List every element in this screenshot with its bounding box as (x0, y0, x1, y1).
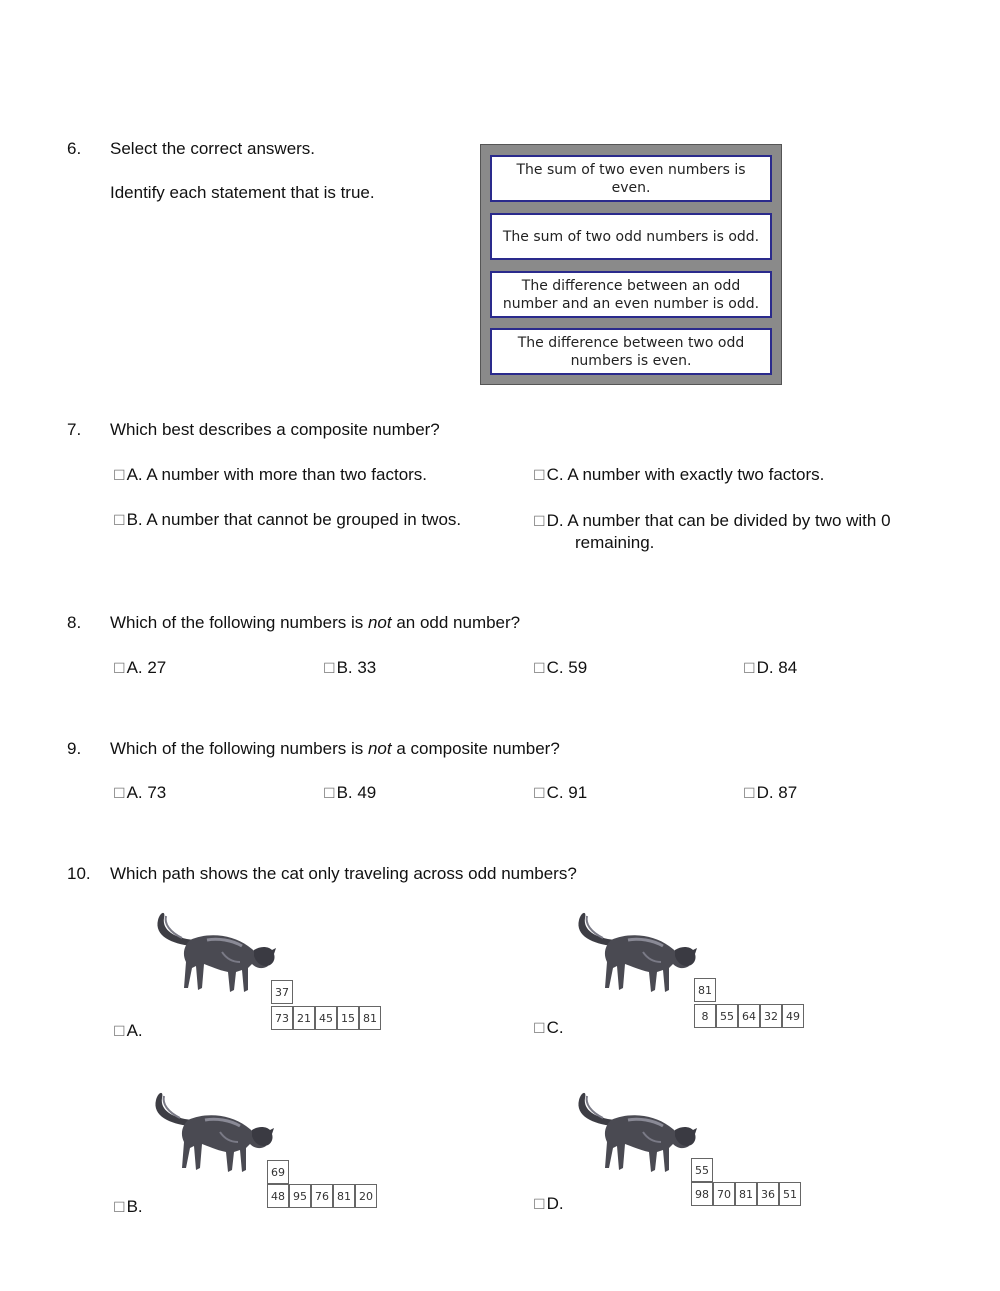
q8-option-c-label: C. 59 (546, 658, 588, 677)
question-6-number: 6. (67, 139, 82, 158)
path-c-top-cell: 81 (694, 978, 716, 1002)
question-9-number: 9. (67, 739, 82, 758)
q8-option-a[interactable] (113, 658, 166, 678)
q9-prompt-emphasis: not (367, 739, 392, 758)
question-7-prompt: Which best describes a composite number? (110, 420, 440, 439)
q9-option-a-label: A. 73 (126, 783, 167, 802)
q9-option-b[interactable] (323, 783, 376, 803)
q7-option-d-label: D. A number that can be divided by two with 0 remaining. (546, 511, 891, 552)
path-d-cell: 36 (757, 1182, 779, 1206)
q10-option-a[interactable] (113, 1021, 143, 1041)
checkbox-icon[interactable]: ☐ (323, 785, 336, 801)
checkbox-icon[interactable]: ☐ (113, 467, 126, 483)
q8-option-d[interactable] (743, 658, 797, 678)
path-a-cell: 81 (359, 1006, 381, 1030)
path-b-cell: 81 (333, 1184, 355, 1208)
q7-option-c[interactable] (533, 465, 824, 485)
path-c-cell: 8 (694, 1004, 716, 1028)
checkbox-icon[interactable]: ☐ (743, 785, 756, 801)
q9-prompt-after: a composite number? (391, 739, 560, 758)
q9-option-b-label: B. 49 (336, 783, 377, 802)
path-a-cell: 45 (315, 1006, 337, 1030)
path-d-cell: 98 (691, 1182, 713, 1206)
statement-card-3[interactable]: The difference between an odd number and an even number is odd. (490, 271, 772, 318)
checkbox-icon[interactable]: ☐ (533, 1196, 546, 1212)
q8-prompt-after: an odd number? (391, 613, 521, 632)
path-b-top-cell: 69 (267, 1160, 289, 1184)
q10-option-b[interactable] (113, 1197, 143, 1217)
q7-option-c-label: C. A number with exactly two factors. (546, 465, 825, 484)
q10-option-c[interactable] (533, 1018, 564, 1038)
checkbox-icon[interactable]: ☐ (113, 1023, 126, 1039)
path-d-cell: 81 (735, 1182, 757, 1206)
q10-option-d-label: D. (546, 1194, 564, 1213)
path-b-cell: 48 (267, 1184, 289, 1208)
path-c-cell: 32 (760, 1004, 782, 1028)
q8-prompt-emphasis: not (367, 613, 392, 632)
q8-option-b[interactable] (323, 658, 376, 678)
path-a-cell: 15 (337, 1006, 359, 1030)
q7-option-b-label: B. A number that cannot be grouped in twos. (126, 510, 462, 529)
q7-option-a-label: A. A number with more than two factors. (126, 465, 428, 484)
statement-card-2[interactable]: The sum of two odd numbers is odd. (490, 213, 772, 260)
path-c-cell: 55 (716, 1004, 738, 1028)
question-10-number: 10. (67, 864, 91, 883)
q9-option-c-label: C. 91 (546, 783, 588, 802)
path-b-cell: 95 (289, 1184, 311, 1208)
question-7-number: 7. (67, 420, 82, 439)
q10-option-b-label: B. (126, 1197, 143, 1216)
question-10-prompt: Which path shows the cat only traveling across odd numbers? (110, 864, 577, 883)
checkbox-icon[interactable]: ☐ (533, 785, 546, 801)
question-6-prompt: Select the correct answers. (110, 139, 316, 158)
q9-option-d-label: D. 87 (756, 783, 798, 802)
q9-option-a[interactable] (113, 783, 166, 803)
statement-panel (480, 144, 782, 385)
q8-option-b-label: B. 33 (336, 658, 377, 677)
cat-image-b (150, 1086, 275, 1178)
cat-image-d (573, 1086, 698, 1178)
q8-option-a-label: A. 27 (126, 658, 167, 677)
path-d-cell: 70 (713, 1182, 735, 1206)
q7-option-d[interactable] (533, 510, 933, 554)
q7-option-b[interactable] (113, 510, 461, 530)
question-8-number: 8. (67, 613, 82, 632)
question-9-prompt (110, 739, 560, 759)
q10-option-c-label: C. (546, 1018, 564, 1037)
checkbox-icon[interactable]: ☐ (113, 512, 126, 528)
checkbox-icon[interactable]: ☐ (743, 660, 756, 676)
path-b-cell: 76 (311, 1184, 333, 1208)
checkbox-icon[interactable]: ☐ (533, 513, 546, 529)
q7-option-a[interactable] (113, 465, 427, 485)
statement-card-1[interactable]: The sum of two even numbers is even. (490, 155, 772, 202)
path-a-cell: 21 (293, 1006, 315, 1030)
checkbox-icon[interactable]: ☐ (533, 467, 546, 483)
q9-prompt-before: Which of the following numbers is (110, 739, 368, 758)
q9-option-d[interactable] (743, 783, 797, 803)
checkbox-icon[interactable]: ☐ (533, 660, 546, 676)
q8-option-d-label: D. 84 (756, 658, 798, 677)
question-6-instruction: Identify each statement that is true. (110, 183, 375, 202)
path-d-top-cell: 55 (691, 1158, 713, 1182)
q10-option-d[interactable] (533, 1194, 564, 1214)
statement-card-4[interactable]: The difference between two odd numbers is even. (490, 328, 772, 375)
path-a-top-cell: 37 (271, 980, 293, 1004)
q8-prompt-before: Which of the following numbers is (110, 613, 368, 632)
path-b-cell: 20 (355, 1184, 377, 1208)
q8-option-c[interactable] (533, 658, 587, 678)
path-d-cell: 51 (779, 1182, 801, 1206)
question-8-prompt (110, 613, 520, 633)
path-c-cell: 49 (782, 1004, 804, 1028)
checkbox-icon[interactable]: ☐ (113, 785, 126, 801)
q9-option-c[interactable] (533, 783, 587, 803)
q10-option-a-label: A. (126, 1021, 143, 1040)
checkbox-icon[interactable]: ☐ (323, 660, 336, 676)
checkbox-icon[interactable]: ☐ (113, 660, 126, 676)
path-a-cell: 73 (271, 1006, 293, 1030)
cat-image-a (152, 906, 277, 998)
path-c-cell: 64 (738, 1004, 760, 1028)
checkbox-icon[interactable]: ☐ (533, 1020, 546, 1036)
checkbox-icon[interactable]: ☐ (113, 1199, 126, 1215)
cat-image-c (573, 906, 698, 998)
